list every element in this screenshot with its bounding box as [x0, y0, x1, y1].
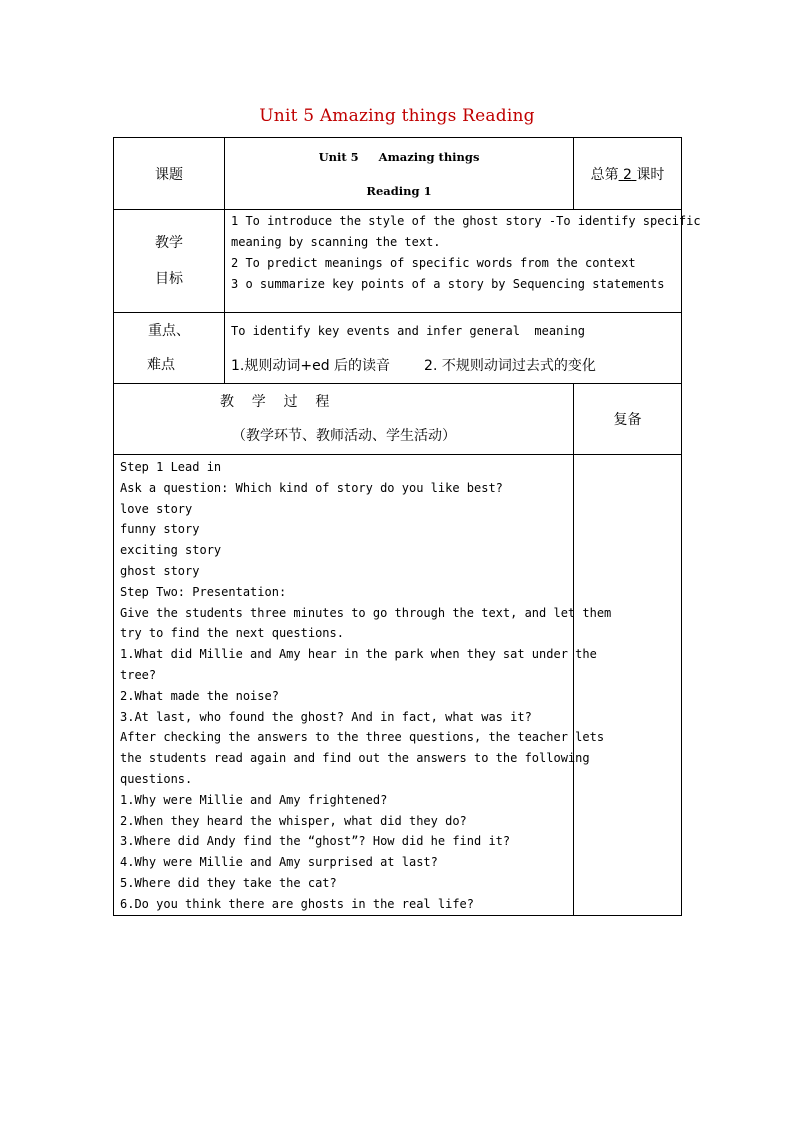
- process-line: questions.: [120, 771, 193, 786]
- process-line: 2.When they heard the whisper, what did they do?: [120, 813, 467, 828]
- process-line: Step Two: Presentation:: [120, 584, 287, 599]
- key-points-label-bottom: 难点: [147, 357, 175, 373]
- process-line: 5.Where did they take the cat?: [120, 875, 337, 890]
- review-notes-cell: [574, 455, 682, 916]
- key-points-row: [114, 313, 682, 384]
- lesson-prefix: 总第: [590, 166, 619, 183]
- document-title: Unit 5 Amazing things Reading: [259, 106, 535, 126]
- process-line: 6.Do you think there are ghosts in the real life?: [120, 896, 475, 911]
- process-subtitle: （教学环节、教师活动、学生活动）: [232, 428, 456, 444]
- review-header-cell: [574, 384, 682, 455]
- key-points-label-cell: [114, 313, 225, 384]
- lesson-count-cell: [574, 138, 682, 210]
- difficulty-2: 2. 不规则动词过去式的变化: [424, 357, 596, 374]
- goal-line: meaning by scanning the text.: [231, 235, 441, 249]
- process-header-row: [114, 384, 682, 455]
- process-line: 4.Why were Millie and Amy surprised at last?: [120, 855, 438, 870]
- goal-line: 3 o summarize key points of a story by Sequencing statements: [231, 277, 665, 291]
- process-line: 3.At last, who found the ghost? And in fact, what was it?: [120, 709, 532, 724]
- process-cell: [114, 455, 612, 916]
- unit-line: Unit 5 Amazing things: [318, 149, 480, 164]
- goals-label-cell: [114, 210, 225, 313]
- goals-row: [114, 210, 682, 313]
- process-line: Step 1 Lead in: [120, 460, 222, 474]
- goals-cell: [225, 210, 701, 313]
- goals-label-top: 教学: [155, 235, 183, 251]
- process-line: ghost story: [120, 563, 200, 578]
- topic-label: 课题: [155, 166, 183, 183]
- key-points-difficulties: [225, 355, 681, 376]
- goal-line: 2 To predict meanings of specific words from the context: [231, 256, 636, 270]
- process-line: Ask a question: Which kind of story do you like best?: [120, 480, 503, 495]
- process-line: 2.What made the noise?: [120, 688, 279, 703]
- goals-label-bottom: 目标: [155, 271, 183, 287]
- process-header-cell: [114, 384, 574, 455]
- goal-line: 1 To introduce the style of the ghost story -To identify specific: [231, 214, 701, 228]
- process-title: 教 学 过 程: [220, 394, 330, 410]
- process-line: After checking the answers to the three questions, the teacher lets: [120, 730, 605, 745]
- process-line: funny story: [120, 522, 200, 537]
- process-line: 1.What did Millie and Amy hear in the park when they sat under the: [120, 647, 597, 662]
- process-line: 3.Where did Andy find the “ghost”? How did he find it?: [120, 834, 511, 849]
- process-line: the students read again and find out the answers to the following: [120, 751, 590, 766]
- process-line: love story: [120, 501, 193, 516]
- process-line: try to find the next questions.: [120, 626, 344, 641]
- lesson-number: 2: [623, 166, 632, 183]
- key-points-label-top: 重点、: [148, 323, 190, 339]
- process-line: tree?: [120, 667, 157, 682]
- process-line: Give the students three minutes to go through the text, and let them: [120, 605, 612, 620]
- process-row: [114, 455, 682, 916]
- key-points-line: To identify key events and infer general meaning: [231, 323, 586, 338]
- key-points-cell: [225, 313, 682, 384]
- lesson-plan-table: [113, 137, 701, 916]
- topic-row: [114, 138, 682, 210]
- review-label: 复备: [613, 412, 642, 428]
- process-line: exciting story: [120, 543, 222, 558]
- difficulty-1: 1.规则动词+ed 后的读音: [231, 357, 391, 374]
- reading-line: Reading 1: [366, 183, 432, 198]
- topic-cell: [225, 138, 574, 210]
- process-line: 1.Why were Millie and Amy frightened?: [120, 792, 388, 807]
- lesson-suffix: 课时: [636, 166, 665, 183]
- topic-label-cell: [114, 138, 225, 210]
